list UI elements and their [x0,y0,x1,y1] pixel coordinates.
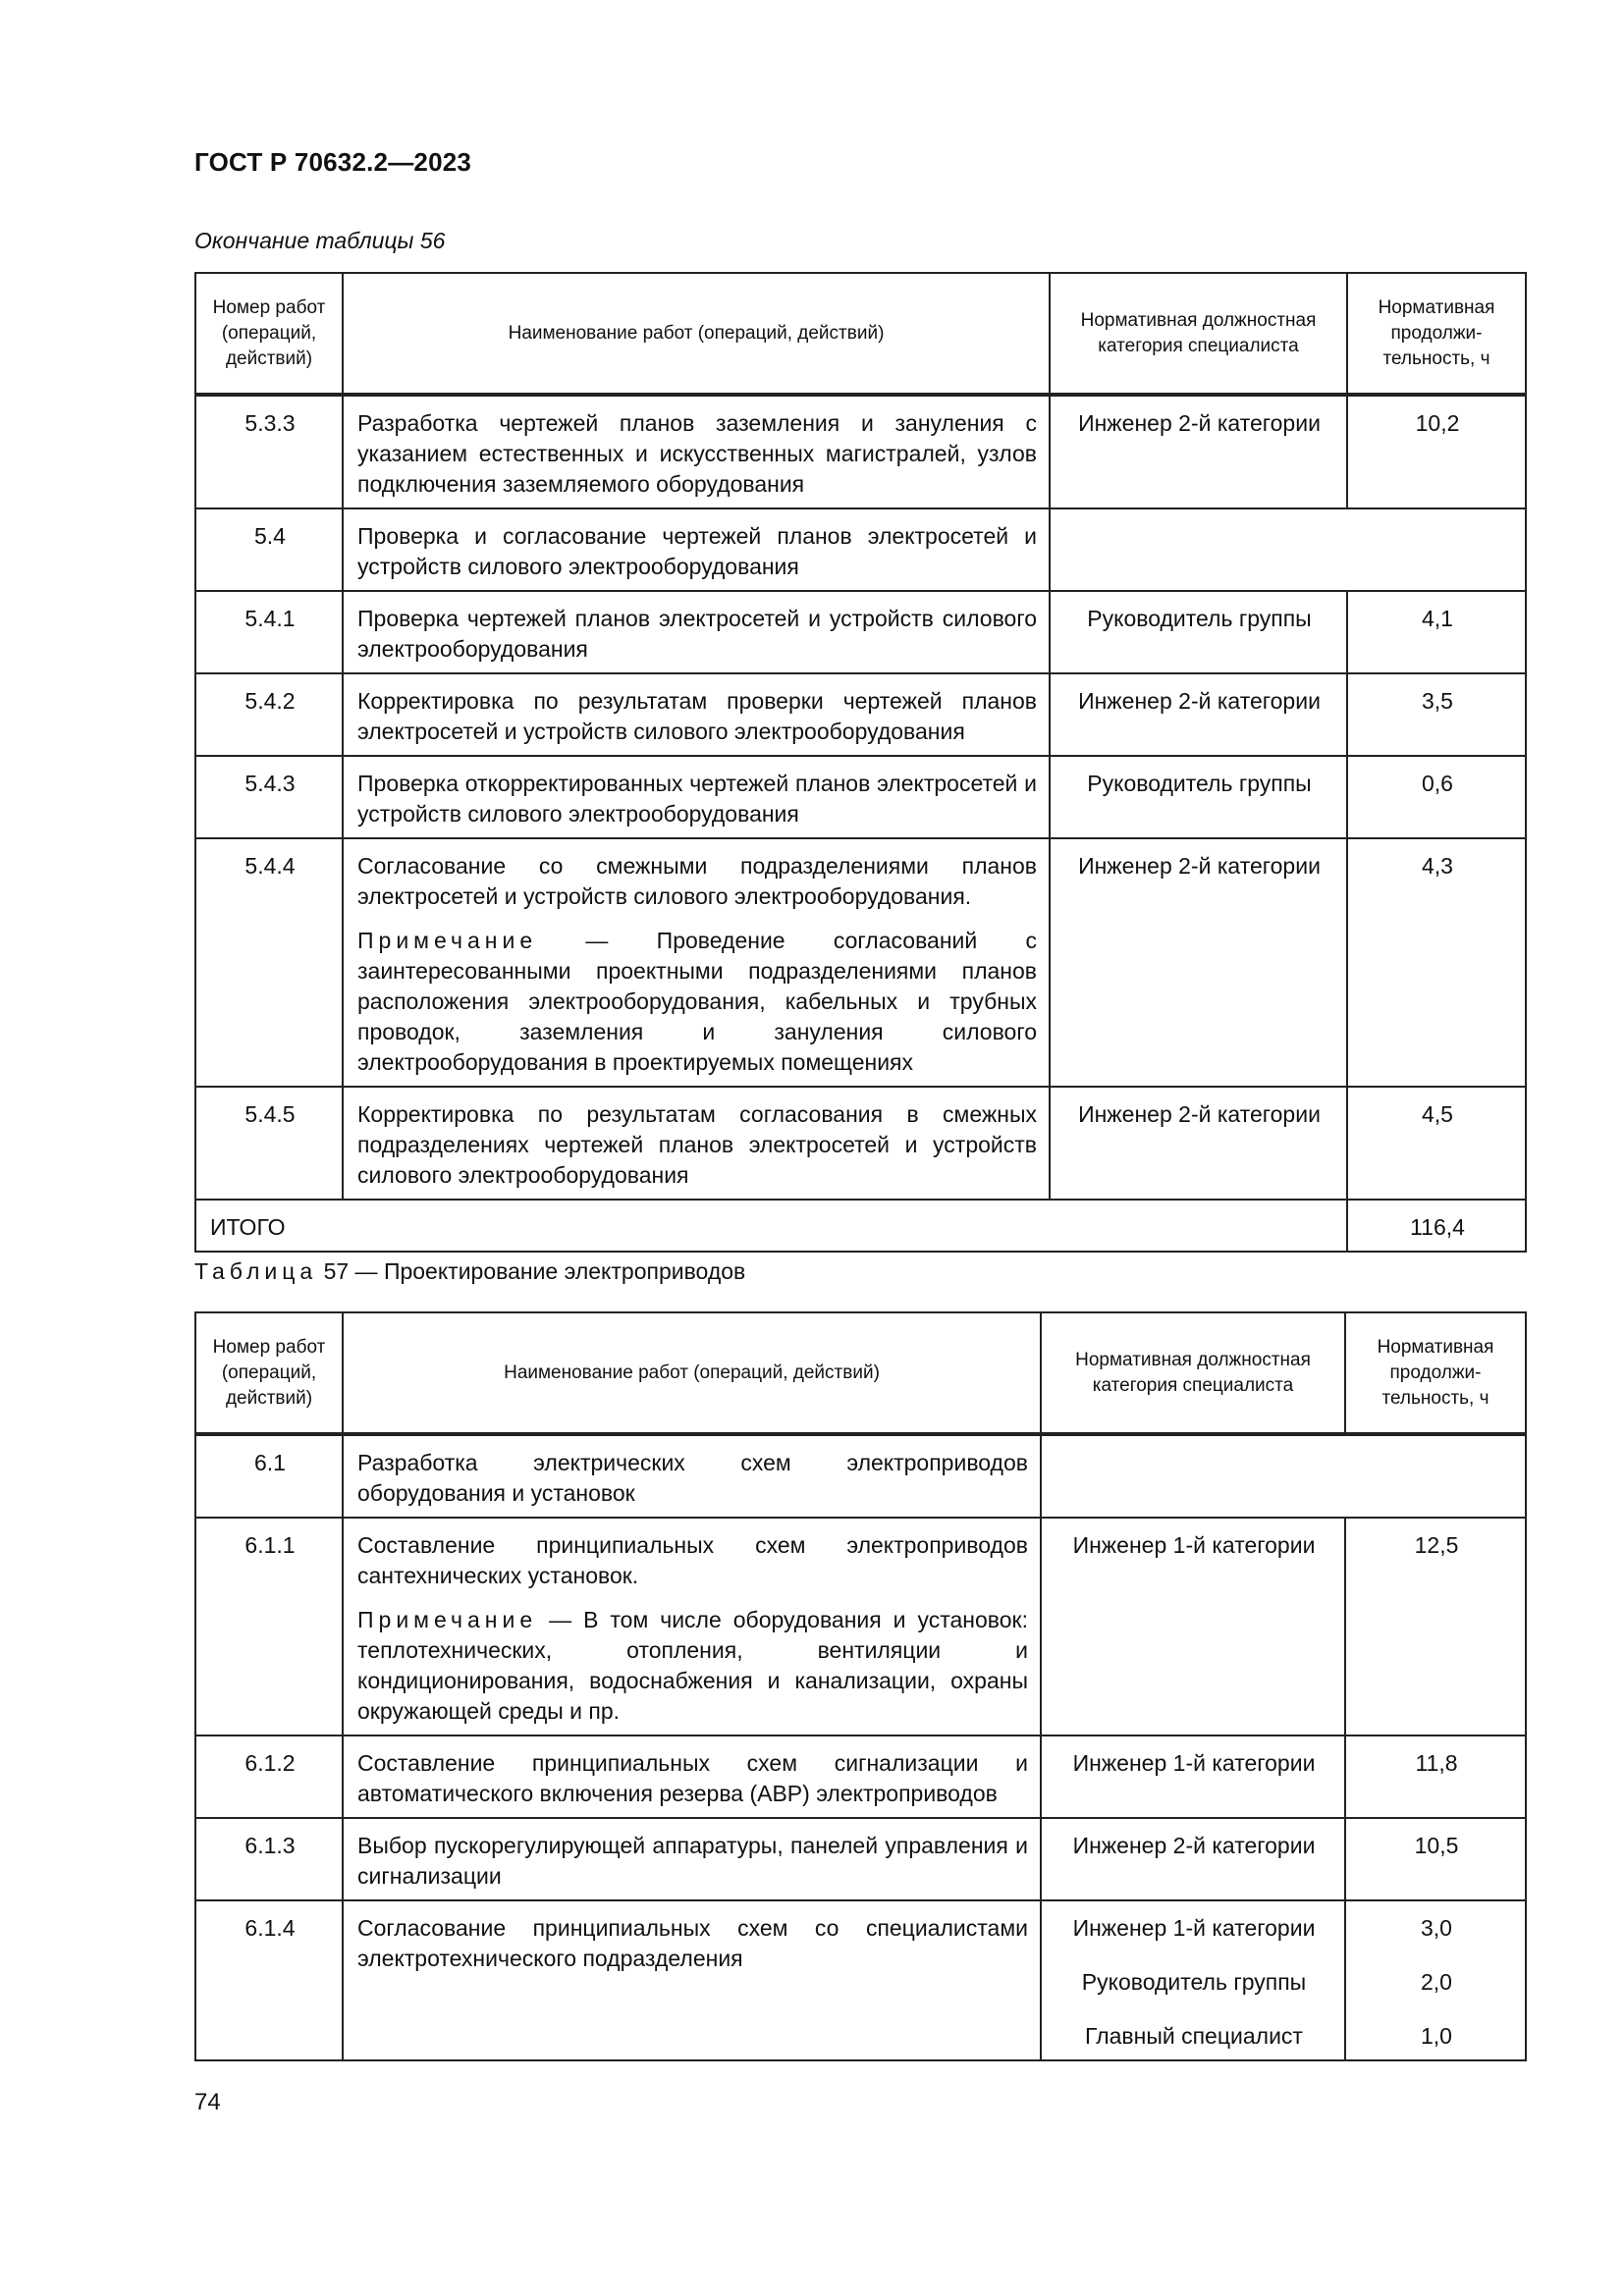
row-name: Разработка чертежей планов заземления и зануления с указанием естественных и искусственных магистралей, узлов подключения заземляемого оборудования [343,395,1050,508]
row-roles [1041,1900,1345,2060]
col-header-duration: Нормативная продолжи-тельность, ч [1347,273,1526,395]
row-name: Разработка электрических схем электроприводов оборудования и установок [343,1434,1041,1518]
row-duration: 0,6 [1347,756,1526,838]
row-role-empty [1050,508,1526,591]
row-name-with-note [343,838,1050,1087]
table-row [195,591,1526,673]
row-role: Инженер 2-й категории [1050,838,1347,1087]
table-row [195,1818,1526,1900]
col-header-num: Номер работ (операций, действий) [195,1312,343,1434]
table-57 [194,1311,1527,2061]
table-row [195,673,1526,756]
row-role: Инженер 2-й категории [1050,395,1347,508]
table-row [195,1735,1526,1818]
table-row [195,1087,1526,1200]
row-duration: 1,0 [1421,2023,1452,2049]
row-name: Составление принципиальных схем сигнализации и автоматического включения резерва (АВР) электроприводов [343,1735,1041,1818]
table-row [195,1434,1526,1518]
row-role: Инженер 2-й категории [1050,1087,1347,1200]
row-role: Инженер 2-й категории [1041,1818,1345,1900]
row-number: 5.4.2 [195,673,343,756]
row-duration: 2,0 [1421,1969,1452,1995]
table-row [195,756,1526,838]
note-text: — Проведение согласований с заинтересованными проектными подразделениями планов расположения электрооборудования, кабельных и трубных проводок, заземления и зануления силового электрооборудования в проектируемых помещениях [357,928,1037,1075]
col-header-role: Нормативная должностная категория специалиста [1050,273,1347,395]
row-number: 6.1.3 [195,1818,343,1900]
row-duration: 10,2 [1347,395,1526,508]
table-56 [194,272,1527,1253]
table-row [195,838,1526,1087]
table-total-row [195,1200,1526,1252]
row-role: Руководитель группы [1050,591,1347,673]
row-name: Корректировка по результатам проверки чертежей планов электросетей и устройств силового электрооборудования [343,673,1050,756]
row-role: Руководитель группы [1081,1969,1307,1995]
row-number: 6.1.1 [195,1518,343,1735]
note-text: — В том числе оборудования и установок: теплотехнических, отопления, вентиляции и кондиционирования, водоснабжения и канализации, охраны окружающей среды и пр. [357,1607,1028,1724]
row-duration: 10,5 [1345,1818,1526,1900]
row-role: Инженер 1-й категории [1041,1735,1345,1818]
row-duration: 4,1 [1347,591,1526,673]
table56-caption: Окончание таблицы 56 [194,228,446,253]
col-header-name: Наименование работ (операций, действий) [343,273,1050,395]
table57-header-row [195,1312,1526,1434]
row-duration: 4,5 [1347,1087,1526,1200]
table-row [195,508,1526,591]
row-number: 5.4.5 [195,1087,343,1200]
row-name: Корректировка по результатам согласования в смежных подразделениях чертежей планов электросетей и устройств силового электрооборудования [343,1087,1050,1200]
total-value: 116,4 [1347,1200,1526,1252]
row-number: 5.3.3 [195,395,343,508]
row-name-text: Согласование со смежными подразделениями планов электросетей и устройств силового электрооборудования. [357,853,1037,909]
col-header-name: Наименование работ (операций, действий) [343,1312,1041,1434]
row-number: 5.4.4 [195,838,343,1087]
table56-header-row [195,273,1526,395]
document-title: ГОСТ Р 70632.2—2023 [194,147,472,177]
note-label: Примечание [357,1607,538,1632]
row-role: Инженер 1-й категории [1072,1915,1316,1941]
row-number: 5.4.3 [195,756,343,838]
table-row [195,1518,1526,1735]
row-duration: 11,8 [1345,1735,1526,1818]
row-name-with-note [343,1518,1041,1735]
row-number: 6.1 [195,1434,343,1518]
row-name: Проверка и согласование чертежей планов электросетей и устройств силового электрооборудования [343,508,1050,591]
row-role: Главный специалист [1085,2023,1303,2049]
row-duration: 3,5 [1347,673,1526,756]
total-label: ИТОГО [195,1200,1347,1252]
row-name: Выбор пускорегулирующей аппаратуры, панелей управления и сигнализации [343,1818,1041,1900]
table-row [195,395,1526,508]
table57-caption [194,1258,745,1285]
col-header-duration: Нормативная продолжи-тельность, ч [1345,1312,1526,1434]
table-row [195,1900,1526,2060]
table57-caption-title: 57 — Проектирование электроприводов [317,1258,746,1284]
row-note [357,926,1037,1078]
row-role: Инженер 1-й категории [1041,1518,1345,1735]
row-note [357,1605,1028,1727]
col-header-role: Нормативная должностная категория специалиста [1041,1312,1345,1434]
row-role: Инженер 2-й категории [1050,673,1347,756]
note-label: Примечание [357,928,538,953]
table57-caption-word: Таблица [194,1258,318,1284]
row-number: 6.1.4 [195,1900,343,2060]
row-duration: 12,5 [1345,1518,1526,1735]
row-duration: 3,0 [1421,1915,1452,1941]
row-number: 5.4 [195,508,343,591]
page-number: 74 [194,2089,221,2115]
row-durations [1345,1900,1526,2060]
row-name-text: Составление принципиальных схем электроприводов сантехнических установок. [357,1532,1028,1588]
col-header-num: Номер работ (операций, действий) [195,273,343,395]
row-name: Согласование принципиальных схем со специалистами электротехнического подразделения [343,1900,1041,2060]
row-name: Проверка откорректированных чертежей планов электросетей и устройств силового электрооборудования [343,756,1050,838]
row-number: 6.1.2 [195,1735,343,1818]
row-number: 5.4.1 [195,591,343,673]
row-name: Проверка чертежей планов электросетей и устройств силового электрооборудования [343,591,1050,673]
row-role-empty [1041,1434,1526,1518]
row-role: Руководитель группы [1050,756,1347,838]
row-duration: 4,3 [1347,838,1526,1087]
